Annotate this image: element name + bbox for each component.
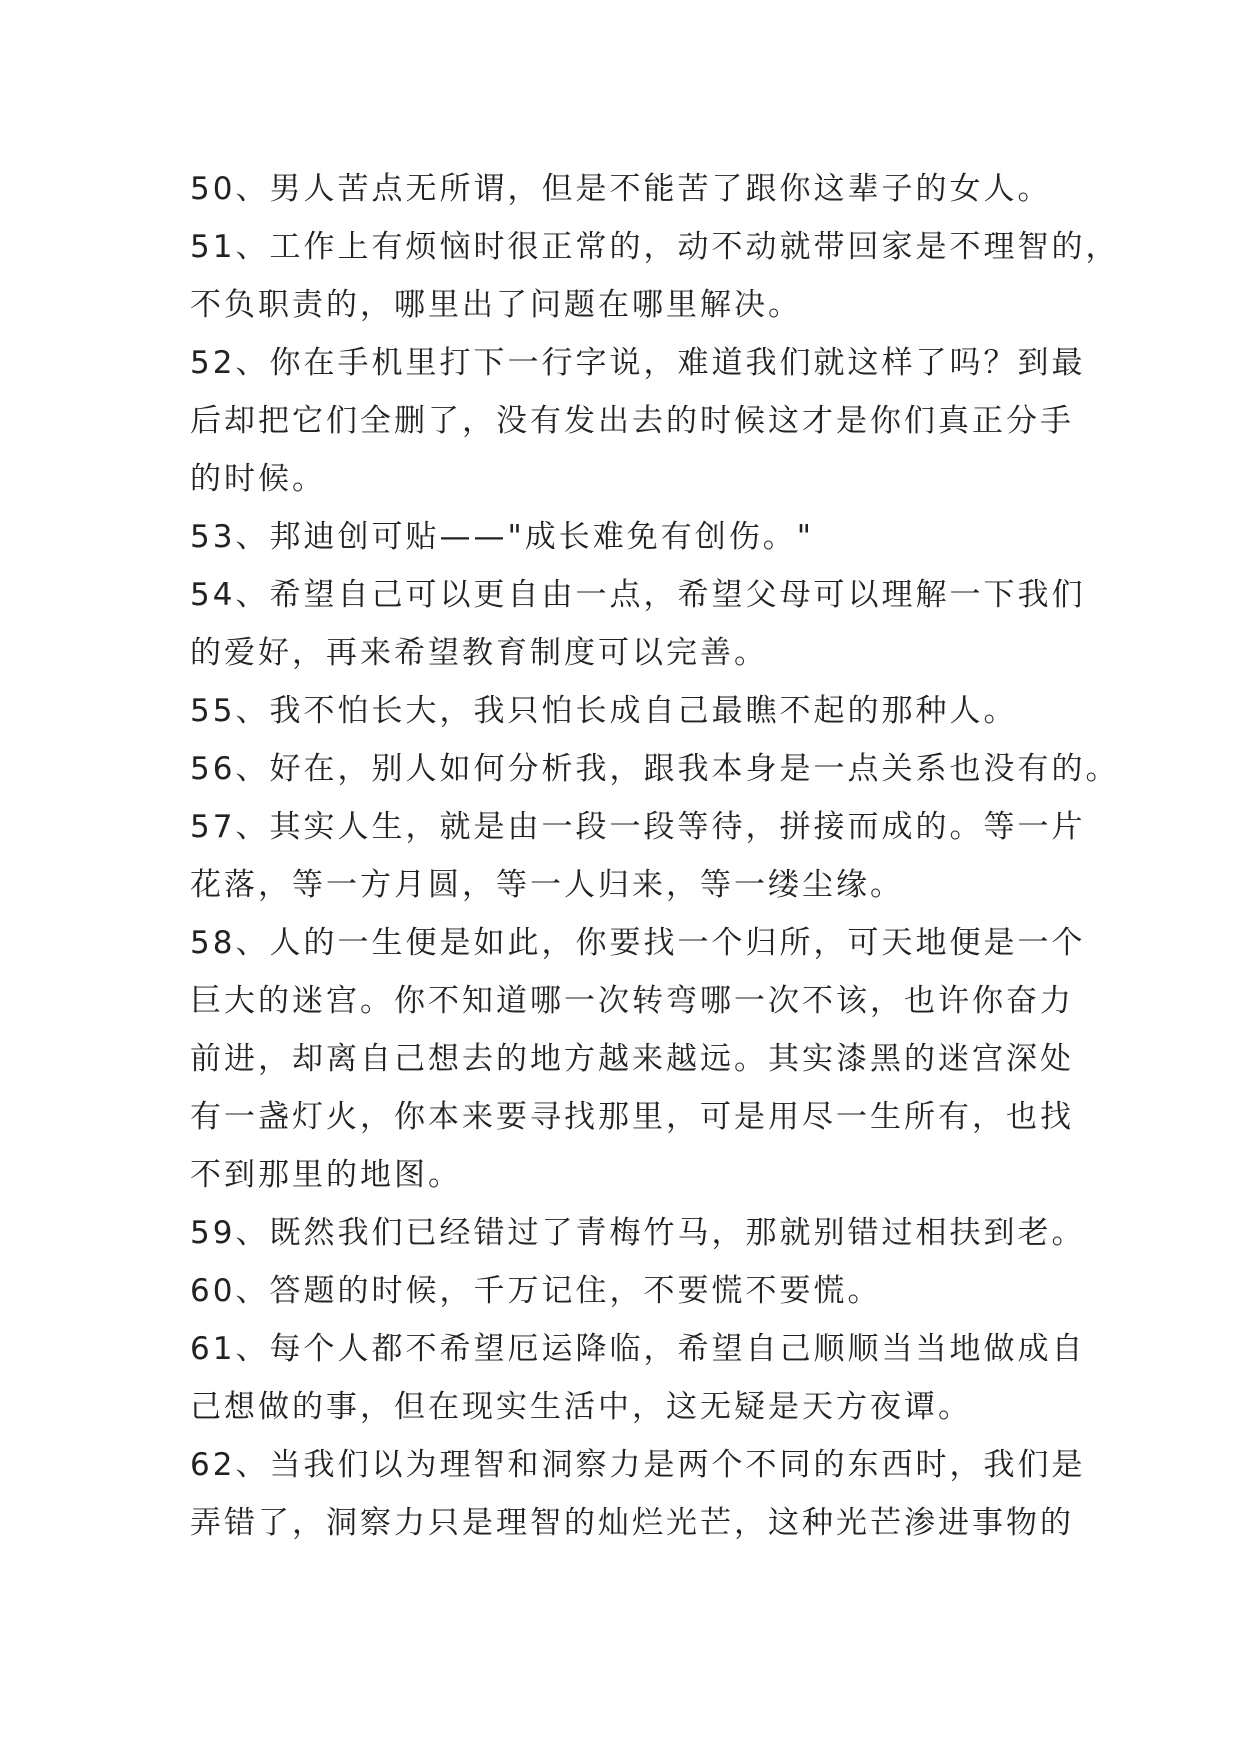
text-line: 前进，却离自己想去的地方越来越远。其实漆黑的迷宫深处 <box>190 1041 1074 1077</box>
text-line: 不负职责的，哪里出了问题在哪里解决。 <box>190 287 802 323</box>
text-line: 的时候。 <box>190 461 326 497</box>
text-line: 50、男人苦点无所谓，但是不能苦了跟你这辈子的女人。 <box>190 171 1052 207</box>
text-line: 的爱好，再来希望教育制度可以完善。 <box>190 635 768 671</box>
text-line: 60、答题的时候，千万记住，不要慌不要慌。 <box>190 1273 882 1309</box>
text-line: 56、好在，别人如何分析我，跟我本身是一点关系也没有的。 <box>190 751 1120 787</box>
text-line: 52、你在手机里打下一行字说，难道我们就这样了吗？到最 <box>190 345 1086 381</box>
text-line: 弄错了，洞察力只是理智的灿烂光芒，这种光芒渗进事物的 <box>190 1505 1074 1541</box>
text-line: 62、当我们以为理智和洞察力是两个不同的东西时，我们是 <box>190 1447 1086 1483</box>
text-line: 54、希望自己可以更自由一点，希望父母可以理解一下我们 <box>190 577 1086 613</box>
text-line: 己想做的事，但在现实生活中，这无疑是天方夜谭。 <box>190 1389 972 1425</box>
text-line: 58、人的一生便是如此，你要找一个归所，可天地便是一个 <box>190 925 1086 961</box>
text-line: 不到那里的地图。 <box>190 1157 462 1193</box>
text-line: 61、每个人都不希望厄运降临，希望自己顺顺当当地做成自 <box>190 1331 1086 1367</box>
text-line: 有一盏灯火，你本来要寻找那里，可是用尽一生所有，也找 <box>190 1099 1074 1135</box>
text-line: 59、既然我们已经错过了青梅竹马，那就别错过相扶到老。 <box>190 1215 1086 1251</box>
text-line: 53、邦迪创可贴——"成长难免有创伤。" <box>190 519 814 555</box>
text-line: 57、其实人生，就是由一段一段等待，拼接而成的。等一片 <box>190 809 1086 845</box>
text-line: 51、工作上有烦恼时很正常的，动不动就带回家是不理智的， <box>190 229 1120 265</box>
text-line: 后却把它们全删了，没有发出去的时候这才是你们真正分手 <box>190 403 1074 439</box>
text-body <box>190 160 1120 1552</box>
text-line: 巨大的迷宫。你不知道哪一次转弯哪一次不该，也许你奋力 <box>190 983 1074 1019</box>
text-line: 花落，等一方月圆，等一人归来，等一缕尘缘。 <box>190 867 904 903</box>
text-line: 55、我不怕长大，我只怕长成自己最瞧不起的那种人。 <box>190 693 1018 729</box>
